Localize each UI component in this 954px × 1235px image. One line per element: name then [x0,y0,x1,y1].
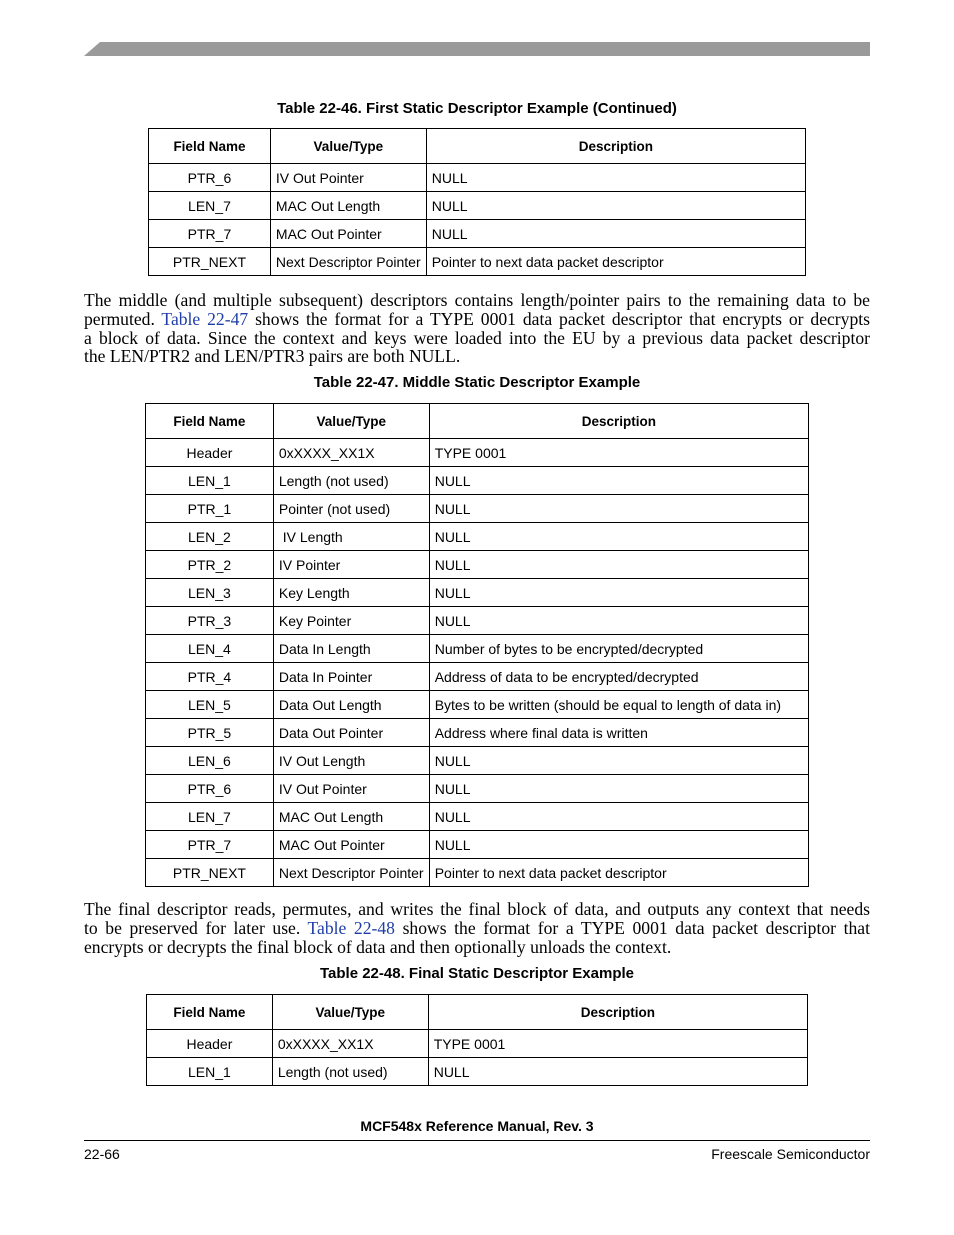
field-name-cell: LEN_6 [146,747,274,775]
field-name-cell: Header [146,439,274,467]
value-type-cell: Next Descriptor Pointer [270,248,426,276]
table-header-row [146,404,809,439]
column-header-value-type: Value/Type [272,995,428,1030]
paragraph-text: shows the format for a TYPE 0001 data packet descriptor that encrypts or decrypts [248,308,870,329]
paragraph-line: The final descriptor reads, permutes, and writes the final block of data, and outputs any context that needs [84,899,870,919]
table-row [146,859,809,887]
field-name-cell: PTR_5 [146,719,274,747]
table-header-row [149,129,806,164]
field-name-cell: LEN_3 [146,579,274,607]
field-name-cell: PTR_2 [146,551,274,579]
value-type-cell: MAC Out Length [273,803,429,831]
table-row [149,192,806,220]
field-name-cell: LEN_7 [146,803,274,831]
column-header-field-name: Field Name [149,129,271,164]
table-22-48-link[interactable]: Table 22-48 [307,917,395,938]
paragraph-line: encrypts or decrypts the final block of data and then optionally unloads the context. [84,936,672,957]
table-header-row [147,995,808,1030]
table-row [146,579,809,607]
description-cell: Bytes to be written (should be equal to length of data in) [429,691,808,719]
field-name-cell: PTR_7 [146,831,274,859]
value-type-cell: 0xXXXX_XX1X [273,439,429,467]
field-name-cell: LEN_7 [149,192,271,220]
table-row [146,467,809,495]
header-decorative-bar [84,42,870,56]
body-paragraph-final-descriptor [84,900,870,956]
table-row [146,803,809,831]
description-cell: NULL [426,192,805,220]
table-row [146,747,809,775]
column-header-field-name: Field Name [146,404,274,439]
footer-page-number: 22-66 [84,1146,120,1162]
value-type-cell: IV Out Pointer [270,164,426,192]
table-row [146,635,809,663]
table-row [149,220,806,248]
description-cell: NULL [429,579,808,607]
field-name-cell: LEN_5 [146,691,274,719]
table-row [147,1030,808,1058]
table-22-47-link[interactable]: Table 22-47 [161,308,249,329]
description-cell: Address of data to be encrypted/decrypted [429,663,808,691]
paragraph-text: permuted. [84,308,162,329]
table-row [146,663,809,691]
table-row [147,1058,808,1086]
value-type-cell: Data In Pointer [273,663,429,691]
description-cell: Address where final data is written [429,719,808,747]
table-row [146,551,809,579]
paragraph-text: to be preserved for later use. [84,917,308,938]
field-name-cell: LEN_1 [147,1058,273,1086]
field-name-cell: LEN_4 [146,635,274,663]
table-row [149,164,806,192]
paragraph-line [84,310,870,329]
value-type-cell: MAC Out Pointer [270,220,426,248]
value-type-cell: Pointer (not used) [273,495,429,523]
description-cell: TYPE 0001 [428,1030,807,1058]
value-type-cell: Length (not used) [272,1058,428,1086]
table-46-caption: Table 22-46. First Static Descriptor Example (Continued) [277,100,677,117]
field-name-cell: PTR_1 [146,495,274,523]
value-type-cell: Key Length [273,579,429,607]
column-header-value-type: Value/Type [270,129,426,164]
table-row [149,248,806,276]
field-name-cell: PTR_6 [149,164,271,192]
value-type-cell: IV Out Pointer [273,775,429,803]
value-type-cell: IV Length [273,523,429,551]
description-cell: TYPE 0001 [429,439,808,467]
column-header-description: Description [429,404,808,439]
column-header-field-name: Field Name [147,995,273,1030]
field-name-cell: PTR_NEXT [149,248,271,276]
value-type-cell: Data Out Length [273,691,429,719]
description-cell: Pointer to next data packet descriptor [426,248,805,276]
paragraph-line: a block of data. Since the context and keys were loaded into the EU by a previous data packet descriptor [84,327,870,348]
field-name-cell: Header [147,1030,273,1058]
paragraph-text: shows the format for a TYPE 0001 data packet descriptor that [394,917,870,938]
table-row [146,831,809,859]
value-type-cell: IV Out Length [273,747,429,775]
value-type-cell: Data Out Pointer [273,719,429,747]
table-48 [146,994,808,1086]
table-row [146,439,809,467]
description-cell: NULL [429,523,808,551]
footer-divider [84,1140,870,1141]
value-type-cell: IV Pointer [273,551,429,579]
description-cell: NULL [429,495,808,523]
table-48-caption: Table 22-48. Final Static Descriptor Example [319,965,634,982]
table-row [146,495,809,523]
field-name-cell: PTR_NEXT [146,859,274,887]
column-header-value-type: Value/Type [273,404,429,439]
table-row [146,691,809,719]
value-type-cell: 0xXXXX_XX1X [272,1030,428,1058]
value-type-cell: Key Pointer [273,607,429,635]
table-47 [145,403,809,887]
description-cell: NULL [429,551,808,579]
description-cell: NULL [429,607,808,635]
column-header-description: Description [426,129,805,164]
body-paragraph-middle-descriptor [84,291,870,366]
description-cell: NULL [426,164,805,192]
table-row [146,607,809,635]
table-47-caption: Table 22-47. Middle Static Descriptor Example [313,374,641,391]
table-row [146,775,809,803]
paragraph-line: the LEN/PTR2 and LEN/PTR3 pairs are both NULL. [84,346,461,367]
value-type-cell: Data In Length [273,635,429,663]
field-name-cell: LEN_2 [146,523,274,551]
description-cell: Pointer to next data packet descriptor [429,859,808,887]
paragraph-line [84,919,870,938]
description-cell: Number of bytes to be encrypted/decrypted [429,635,808,663]
description-cell: NULL [428,1058,807,1086]
paragraph-line: The middle (and multiple subsequent) descriptors contains length/pointer pairs to the remaining data to be [84,290,870,310]
description-cell: NULL [429,831,808,859]
table-row [146,719,809,747]
description-cell: NULL [426,220,805,248]
description-cell: NULL [429,747,808,775]
footer-company-name: Freescale Semiconductor [711,1146,870,1162]
description-cell: NULL [429,775,808,803]
description-cell: NULL [429,803,808,831]
table-46 [148,128,806,276]
footer-manual-title: MCF548x Reference Manual, Rev. 3 [360,1118,594,1134]
value-type-cell: Length (not used) [273,467,429,495]
field-name-cell: PTR_7 [149,220,271,248]
value-type-cell: MAC Out Pointer [273,831,429,859]
field-name-cell: PTR_6 [146,775,274,803]
value-type-cell: Next Descriptor Pointer [273,859,429,887]
value-type-cell: MAC Out Length [270,192,426,220]
column-header-description: Description [428,995,807,1030]
field-name-cell: LEN_1 [146,467,274,495]
description-cell: NULL [429,467,808,495]
table-row [146,523,809,551]
field-name-cell: PTR_3 [146,607,274,635]
field-name-cell: PTR_4 [146,663,274,691]
